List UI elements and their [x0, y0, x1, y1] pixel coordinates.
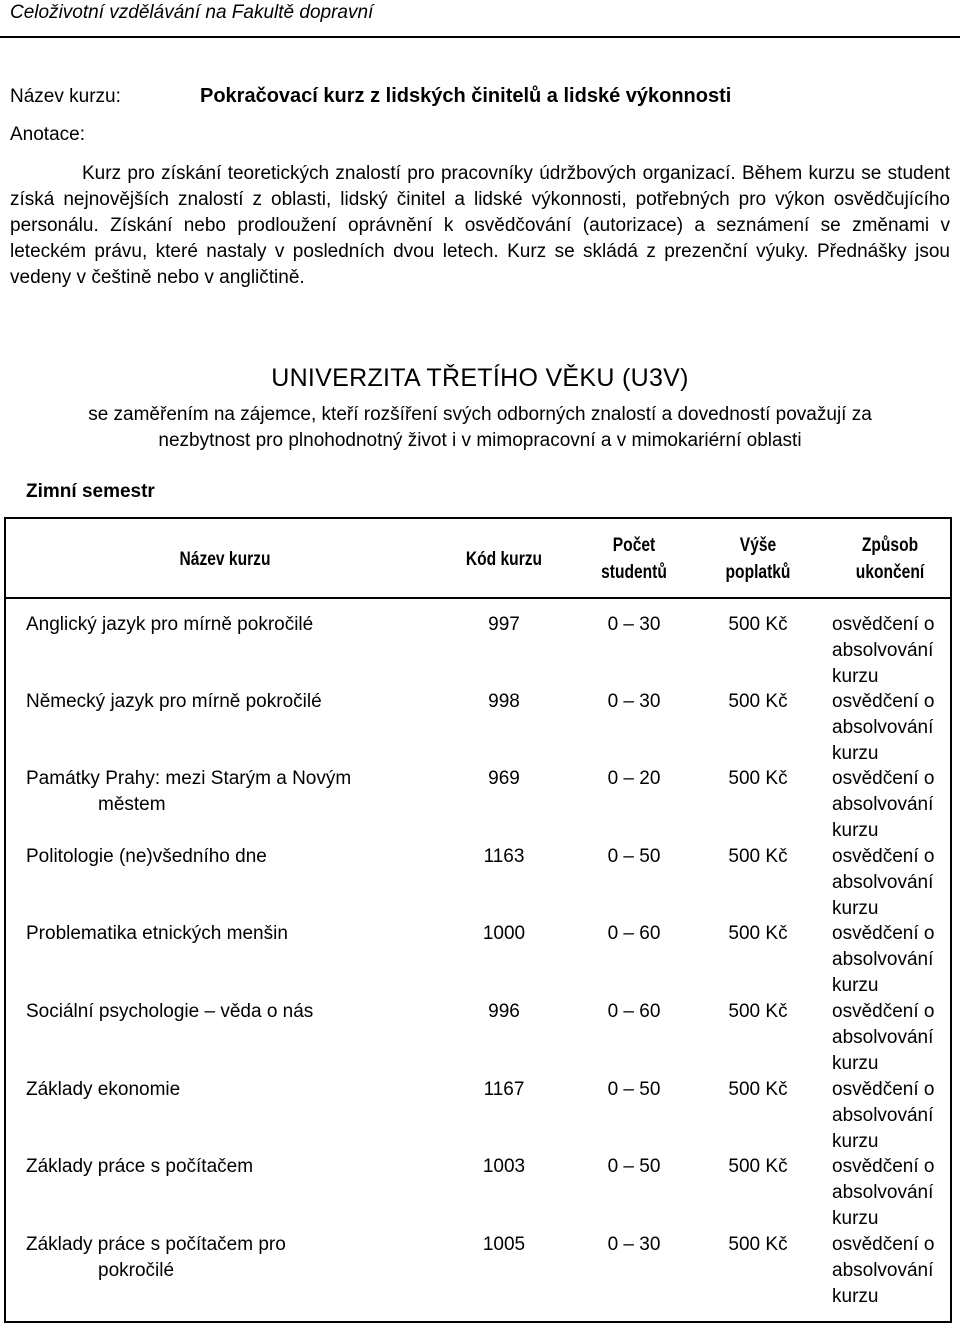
completion-line-2: absolvování [832, 1260, 934, 1281]
completion-line-3: kurzu [832, 820, 879, 841]
fee-cell: 500 Kč [728, 923, 788, 944]
annotation-label: Anotace: [10, 124, 85, 145]
semester-heading: Zimní semestr [26, 481, 155, 502]
course-name-cell [26, 1154, 466, 1180]
students-cell: 0 – 20 [607, 768, 661, 789]
students-cell: 0 – 50 [607, 1156, 661, 1177]
course-name-line-2: pokročilé [98, 1260, 175, 1281]
completion-line-1: osvědčení o [832, 923, 935, 944]
table-header-divider [4, 597, 952, 599]
students-cell: 0 – 30 [607, 1234, 661, 1255]
students-cell: 0 – 50 [607, 1079, 661, 1100]
course-name-line-1: Politologie (ne)všedního dne [26, 846, 267, 867]
completion-cell [832, 766, 956, 844]
course-name-cell [26, 612, 466, 638]
course-code-cell: 969 [488, 768, 520, 789]
header-completion-line-1: Způsob [861, 535, 919, 556]
completion-line-2: absolvování [832, 1182, 934, 1203]
students-cell: 0 – 50 [607, 846, 661, 867]
u3v-subtitle-line-2: nezbytnost pro plnohodnotný život i v mimopracovní a v mimokariérní oblasti [158, 430, 802, 451]
course-name-cell [26, 689, 466, 715]
completion-line-3: kurzu [832, 1131, 879, 1152]
course-name-line-1: Základy práce s počítačem pro [26, 1234, 286, 1255]
completion-line-2: absolvování [832, 1027, 934, 1048]
completion-cell [832, 921, 956, 999]
completion-line-2: absolvování [832, 717, 934, 738]
page-header-title: Celoživotní vzdělávání na Fakultě dopravní [10, 2, 374, 23]
completion-line-3: kurzu [832, 975, 879, 996]
completion-line-1: osvědčení o [832, 1079, 935, 1100]
course-name-line-2: městem [98, 794, 166, 815]
course-name-label: Název kurzu: [10, 86, 121, 107]
header-fee-line-1: Výše [739, 535, 777, 556]
completion-line-1: osvědčení o [832, 614, 935, 635]
completion-cell [832, 844, 956, 922]
course-name-cell [26, 1077, 466, 1103]
course-code-cell: 1163 [483, 846, 525, 867]
u3v-title: UNIVERZITA TŘETÍHO VĚKU (U3V) [271, 364, 689, 392]
completion-cell [832, 999, 956, 1077]
fee-cell: 500 Kč [728, 614, 788, 635]
completion-cell [832, 1077, 956, 1155]
course-name-line-1: Problematika etnických menšin [26, 923, 288, 944]
course-name-line-1: Sociální psychologie – věda o nás [26, 1001, 314, 1022]
fee-cell: 500 Kč [728, 846, 788, 867]
course-code-cell: 1005 [482, 1234, 526, 1255]
completion-cell [832, 1232, 956, 1310]
students-cell: 0 – 60 [607, 1001, 661, 1022]
completion-line-3: kurzu [832, 1053, 879, 1074]
completion-line-3: kurzu [832, 1208, 879, 1229]
students-cell: 0 – 30 [607, 691, 661, 712]
course-name-cell [26, 1232, 466, 1284]
completion-cell [832, 689, 956, 767]
course-code-cell: 1167 [483, 1079, 525, 1100]
completion-line-2: absolvování [832, 1105, 934, 1126]
completion-line-3: kurzu [832, 666, 879, 687]
completion-line-1: osvědčení o [832, 691, 935, 712]
completion-line-1: osvědčení o [832, 768, 935, 789]
students-cell: 0 – 30 [607, 614, 661, 635]
completion-line-2: absolvování [832, 640, 934, 661]
completion-line-1: osvědčení o [832, 846, 935, 867]
fee-cell: 500 Kč [728, 768, 788, 789]
header-students [590, 532, 679, 586]
course-name-cell [26, 999, 466, 1025]
completion-line-3: kurzu [832, 743, 879, 764]
completion-line-1: osvědčení o [832, 1001, 935, 1022]
annotation-text: Kurz pro získání teoretických znalostí pro pracovníky údržbových organizací. Během kurzu se student získá nejnovějších znalostí z oblasti, lidský činitel a lidské výkonnosti, potřebných pro výkon osvědčujícího personálu. Získání nebo prodloužení oprávnění k osvědčování (autorizace) a seznámení se změnami v leteckém právu, které nastaly v posledních dvou letech. Kurz se skládá z prezenční výuky. Přednášky jsou vedeny v češtině nebo v angličtině. [10, 163, 950, 288]
fee-cell: 500 Kč [728, 1156, 788, 1177]
course-code-cell: 998 [488, 691, 520, 712]
course-code-cell: 996 [488, 1001, 520, 1022]
header-divider [0, 36, 960, 38]
course-name-line-1: Německý jazyk pro mírně pokročilé [26, 691, 322, 712]
fee-cell: 500 Kč [728, 1234, 788, 1255]
course-name-line-1: Památky Prahy: mezi Starým a Novým [26, 768, 352, 789]
course-name-value: Pokračovací kurz z lidských činitelů a lidské výkonnosti [200, 85, 732, 107]
course-name-cell [26, 921, 466, 947]
completion-line-1: osvědčení o [832, 1156, 935, 1177]
completion-line-1: osvědčení o [832, 1234, 935, 1255]
completion-cell [832, 612, 956, 690]
course-name-line-1: Základy práce s počítačem [26, 1156, 254, 1177]
completion-line-3: kurzu [832, 1286, 879, 1307]
u3v-subtitle [0, 402, 960, 454]
header-completion-line-2: ukončení [855, 562, 925, 583]
course-name-cell [26, 766, 466, 818]
header-students-line-2: studentů [601, 562, 667, 583]
course-code-cell: 1003 [482, 1156, 526, 1177]
fee-cell: 500 Kč [728, 691, 788, 712]
header-fee [710, 532, 805, 586]
header-students-line-1: Počet [612, 535, 656, 556]
course-name-line-1: Anglický jazyk pro mírně pokročilé [26, 614, 314, 635]
completion-line-2: absolvování [832, 872, 934, 893]
fee-cell: 500 Kč [728, 1001, 788, 1022]
course-name-line-1: Základy ekonomie [26, 1079, 181, 1100]
u3v-subtitle-line-1: se zaměřením na zájemce, kteří rozšíření svých odborných znalostí a dovedností považují za [88, 404, 872, 425]
header-course-code: Kód kurzu [465, 549, 543, 570]
header-fee-line-2: poplatků [725, 562, 791, 583]
completion-line-3: kurzu [832, 898, 879, 919]
fee-cell: 500 Kč [728, 1079, 788, 1100]
course-code-cell: 997 [488, 614, 520, 635]
completion-line-2: absolvování [832, 949, 934, 970]
completion-line-2: absolvování [832, 794, 934, 815]
header-completion [841, 532, 939, 586]
course-name-cell [26, 844, 466, 870]
completion-cell [832, 1154, 956, 1232]
header-course-name: Název kurzu [179, 549, 271, 570]
course-code-cell: 1000 [482, 923, 526, 944]
students-cell: 0 – 60 [607, 923, 661, 944]
